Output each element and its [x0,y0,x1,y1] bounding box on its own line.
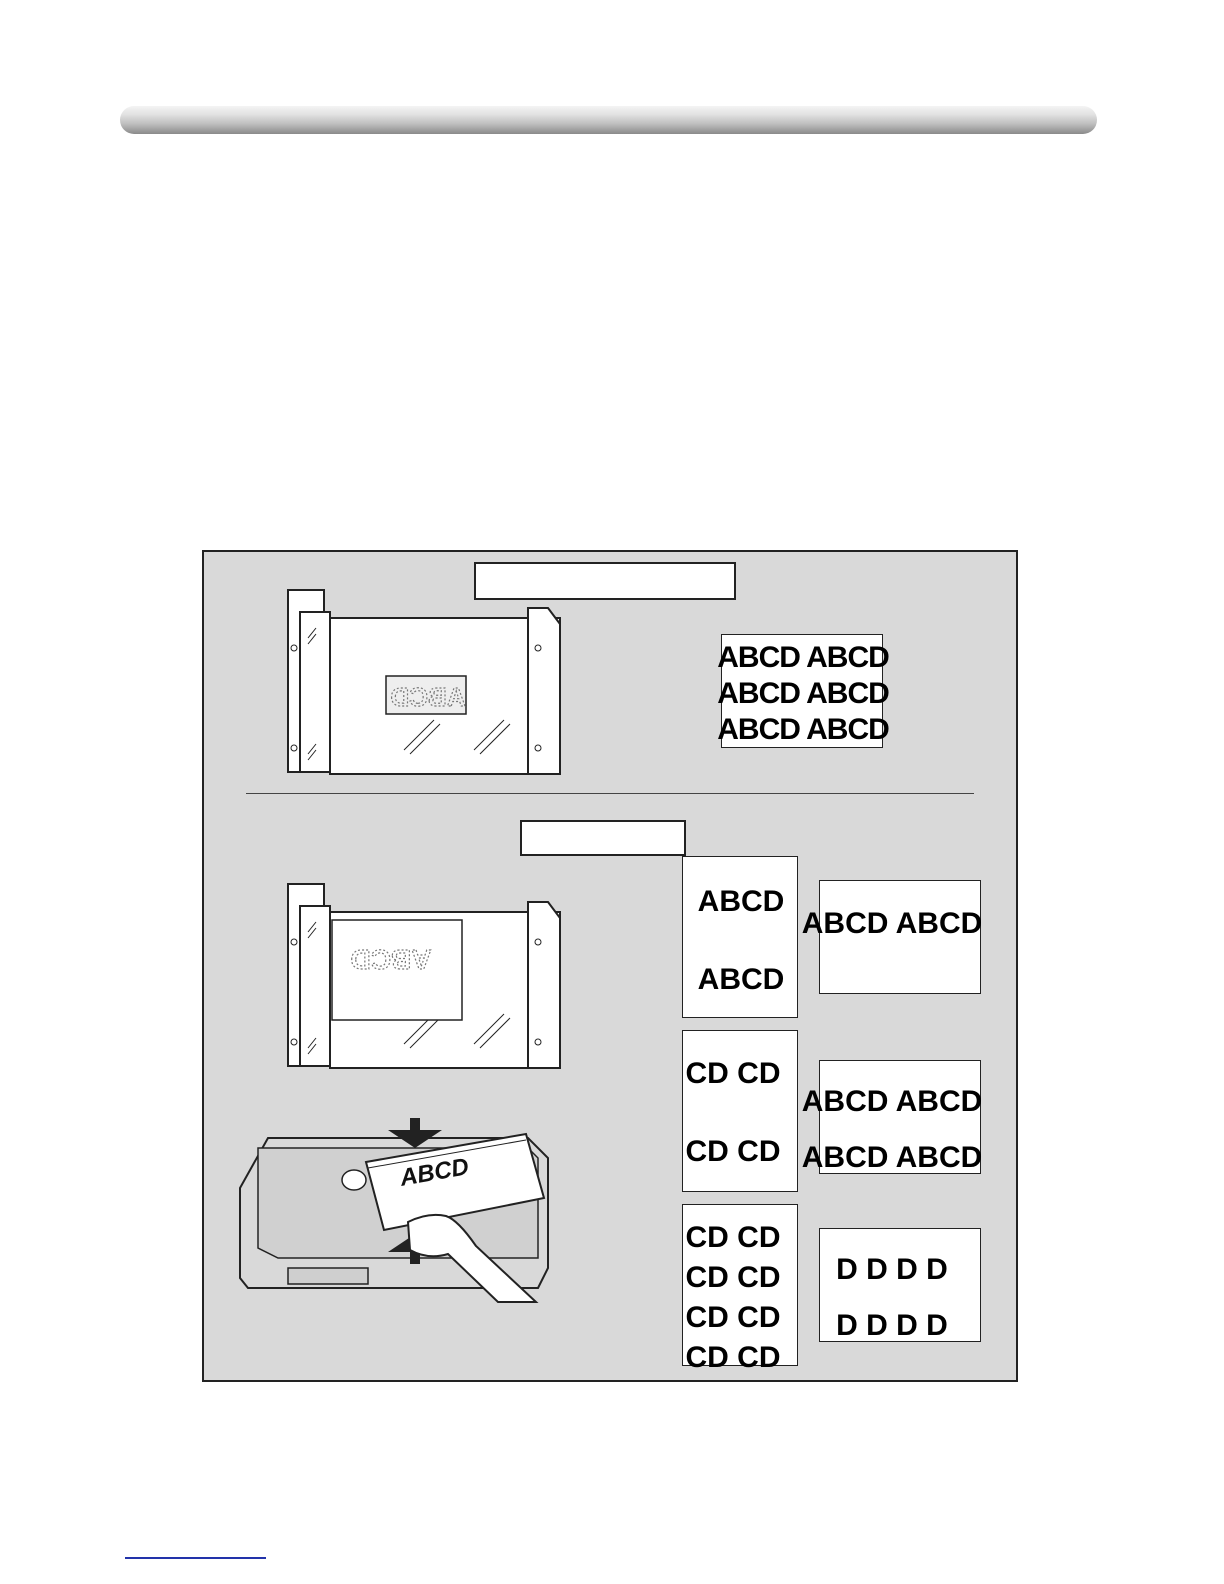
sample-5-line-2: CD CD [685,1261,781,1294]
sample-6-line-1: D D D D [836,1253,948,1286]
output-sample-5 [682,1204,798,1374]
output-sample-6 [819,1228,981,1342]
glass-original-text: ABCD [390,682,466,712]
sample-4-line-1: ABCD ABCD [801,1085,983,1118]
adf-original-text-box [384,1150,484,1190]
repeat-output-sample [717,634,889,748]
output-sample-4 [801,1060,983,1174]
repeat-row-2: ABCD ABCD [717,677,889,710]
figure-panel [202,550,1018,1382]
sample-5-line-3: CD CD [685,1301,781,1334]
sample-2-line-1: ABCD ABCD [801,907,983,940]
footer-rule [125,1557,266,1559]
glass-original-text-top [390,680,466,714]
output-sample-2 [801,880,983,994]
output-sample-1 [682,856,798,1018]
sample-5-line-4: CD CD [685,1341,781,1374]
sample-3-line-2: CD CD [685,1135,781,1168]
section-header-bar [120,106,1097,134]
sample-3-line-1: CD CD [685,1057,781,1090]
glass-original-text-2: ABCD [350,944,432,975]
glass-original-text-bottom [348,944,434,978]
sample-1-line-2: ABCD [697,963,785,996]
repeat-row-3: ABCD ABCD [717,713,889,746]
mode-label-box-bottom [520,820,686,856]
sample-4-line-2: ABCD ABCD [801,1141,983,1174]
sample-5-line-1: CD CD [685,1221,781,1254]
output-sample-3 [682,1030,798,1192]
document-feeder-illustration [238,1118,568,1308]
sample-1-line-1: ABCD [697,885,785,918]
repeat-row-1: ABCD ABCD [717,641,889,674]
sample-6-line-2: D D D D [836,1309,948,1342]
adf-original-text: ABCD [397,1153,471,1192]
section-divider [246,793,974,794]
